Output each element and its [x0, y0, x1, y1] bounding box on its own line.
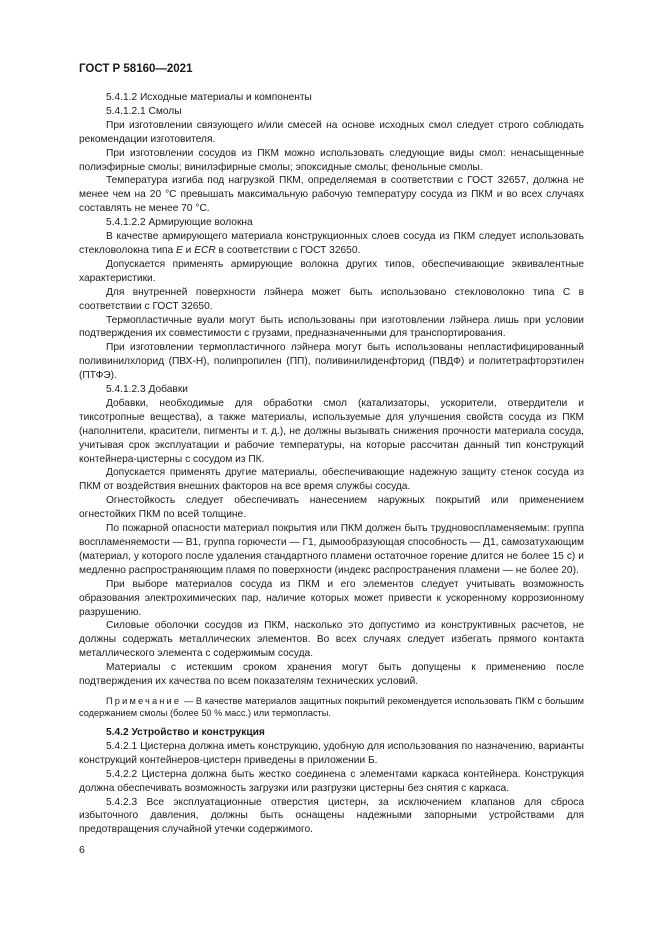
document-header: ГОСТ Р 58160—2021 — [79, 63, 193, 75]
paragraph: Для внутренней поверхности лэйнера может быть использовано стекловолокно типа С в соответствии с ГОСТ 32650. — [79, 286, 584, 312]
clause-5-4-2-2: 5.4.2.2 Цистерна должна быть жестко соединена с элементами каркаса контейнера. Конструкция должна обеспечивать возможность загрузки или разгрузки цистерны без снятия с каркаса. — [79, 768, 584, 794]
clause-5-4-2-3: 5.4.2.3 Все эксплуатационные отверстия цистерн, за исключением клапанов для сброса избыточного давления, должны быть оснащены надежными запорными устройствами для предотвращения случайной утечки содержимого. — [79, 796, 584, 836]
text-fragment: В качестве армирующего материала конструкционных слоев сосуда из ПКМ следует использовать стекловолокна типа — [79, 231, 584, 256]
paragraph: При изготовлении связующего и/или смесей на основе исходных смол следует строго соблюдать рекомендации изготовителя. — [79, 119, 584, 145]
clause-5-4-1-2-3: 5.4.1.2.3 Добавки — [106, 384, 188, 396]
fiber-type-ecr: ECR — [194, 244, 216, 256]
clause-5-4-1-2: 5.4.1.2 Исходные материалы и компоненты — [106, 92, 312, 103]
paragraph: Силовые оболочки сосудов из ПКМ, насколько это допустимо из конструктивных расчетов, не должны содержать металлических элементов. Во всех случаях следует избегать прямого контакта металлического элемента с содержимым сосуда. — [79, 620, 584, 660]
paragraph: При изготовлении термопластичного лэйнера могут быть использованы непластифицированный поливинилхлорид (ПВХ-Н), полипропилен (ПП), поливинилиденфторид (ПВДФ) и политетрафторэтилен (ПТФЭ). — [79, 342, 584, 382]
note-label: Примечание — [106, 695, 182, 706]
paragraph: Допускается применять другие материалы, обеспечивающие надежную защиту стенок сосуда из ПКМ от воздействия внешних факторов на все время службы сосуда. — [79, 467, 584, 493]
fiber-type-e: E — [176, 244, 183, 256]
clause-5-4-1-2-1: 5.4.1.2.1 Смолы — [106, 105, 182, 117]
paragraph: При изготовлении сосудов из ПКМ можно использовать следующие виды смол: ненасыщенные полиэфирные смолы; винилэфирные смолы; эпоксидные смолы; фенольные смолы. — [79, 147, 584, 173]
note — [79, 695, 584, 720]
paragraph: Термопластичные вуали могут быть использованы при изготовлении лэйнера лишь при условии подтверждения их совместимости с грузами, предназначенными для транспортирования. — [79, 314, 584, 340]
text-fragment: и — [182, 244, 195, 256]
paragraph: Температура изгиба под нагрузкой ПКМ, определяемая в соответствии с ГОСТ 32657, должна не менее чем на 20 °С превышать максимальную рабочую температуру сосуда из ПКМ и во всех случаях составлять не менее 70 °С. — [79, 175, 584, 215]
paragraph: Допускается применять армирующие волокна других типов, обеспечивающие эквивалентные характеристики. — [79, 258, 584, 284]
paragraph: По пожарной опасности материал покрытия или ПКМ должен быть трудновоспламеняемым: группа воспламеняемости — В1, группа горючести — Г1, дымообразующая способность — Д1, самозатухающим (материал, у которого после удаления стандартного пламени остаточное горение длится не более 15 с) и медленно распространяющим пламя по поверхности (индекс распространения пламени — не более 20). — [79, 523, 584, 576]
clause-5-4-2-1: 5.4.2.1 Цистерна должна иметь конструкцию, удобную для использования по назначению, варианты конструкций контейнеров-цистерн приведены в приложении Б. — [79, 740, 584, 766]
clause-5-4-1-2-2: 5.4.1.2.2 Армирующие волокна — [106, 217, 253, 229]
paragraph: Огнестойкость следует обеспечивать нанесением наружных покрытий или применением огнестойких ПКМ по всей толщине. — [79, 495, 584, 521]
document-body — [79, 91, 584, 837]
section-heading-5-4-2: 5.4.2 Устройство и конструкция — [106, 726, 265, 738]
paragraph: Материалы с истекшим сроком хранения могут быть допущены к применению после подтверждения их качества по всем показателям технических условий. — [79, 662, 584, 688]
text-fragment: в соответствии с ГОСТ 32650. — [215, 244, 361, 256]
paragraph: При выборе материалов сосуда из ПКМ и его элементов следует учитывать возможность образования электрохимических пар, наличие которых может привести к ускоренному коррозионному разрушению. — [79, 578, 584, 618]
page-number: 6 — [79, 844, 85, 856]
note-text: — В качестве материалов защитных покрытий рекомендуется использовать ПКМ с большим содержанием смолы (более 50 % масс.) или термопласты. — [79, 695, 584, 719]
paragraph: Добавки, необходимые для обработки смол (катализаторы, ускорители, отвердители и тиксотропные вещества), а также материалы, используемые для улучшения свойств сосуда из ПКМ (наполнители, красители, пигменты и т. д.), не должны вызывать снижения прочности материала сосуда, учитывая срок эксплуатации и рабочие температуры, на которые рассчитан данный тип конструкций контейнера-цистерны с сосудом из ПК. — [79, 397, 584, 465]
paragraph-fiber-types — [79, 230, 584, 258]
